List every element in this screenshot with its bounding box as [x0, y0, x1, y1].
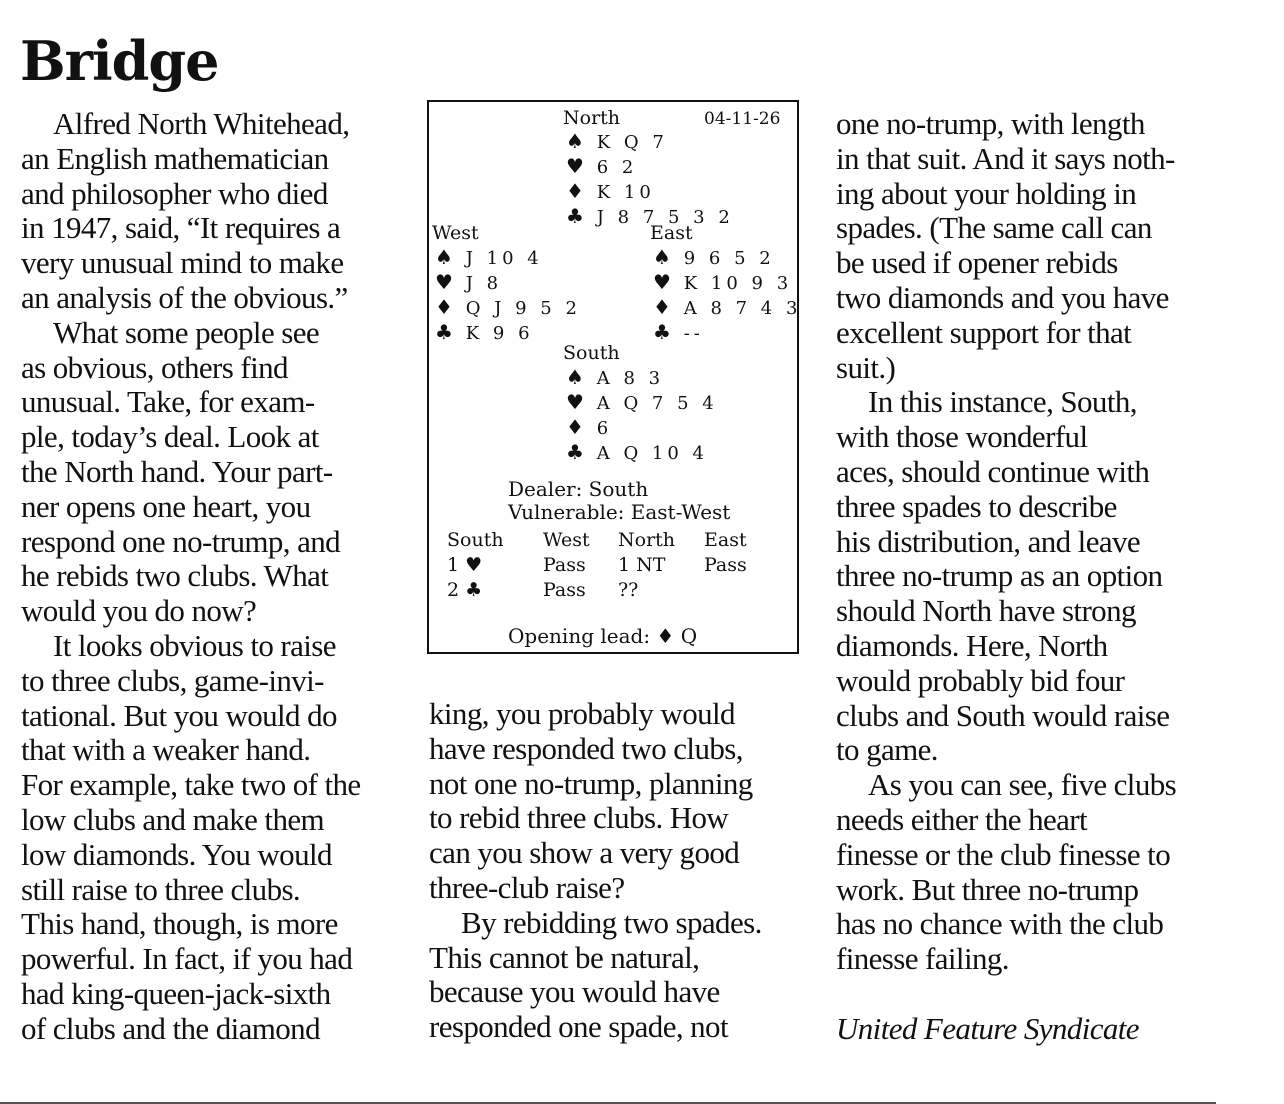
club-suit-icon: ♣ — [566, 204, 584, 228]
west-label: West — [432, 222, 479, 244]
dealer-info: Dealer: South — [508, 477, 649, 501]
article-line: This hand, though, is more — [21, 906, 338, 942]
deal-diagram — [427, 100, 802, 654]
west-hearts-row — [432, 270, 502, 295]
article-line: spades. (The same call can — [836, 210, 1152, 246]
bidding-header: South — [447, 529, 504, 551]
article-line: What some people see — [53, 314, 320, 350]
east-diamonds-row — [650, 295, 801, 320]
south-label: South — [563, 342, 620, 364]
south-hearts-row — [563, 390, 718, 415]
west-diamonds-row — [432, 295, 581, 320]
opening-lead: Opening lead: ♦ Q — [508, 624, 698, 648]
spade-suit-icon: ♠ — [435, 245, 453, 269]
article-line: he rebids two clubs. What — [21, 558, 329, 594]
north-spades-row — [563, 129, 668, 154]
east-clubs-row — [650, 320, 704, 345]
article-line: needs either the heart — [836, 801, 1088, 837]
article-line: has no chance with the club — [836, 906, 1164, 942]
article-column-1 — [21, 107, 401, 1047]
article-line: powerful. In fact, if you had — [21, 941, 353, 977]
article-line: three-club raise? — [429, 869, 625, 905]
diamond-suit-icon: ♦ — [566, 179, 584, 203]
north-label: North — [563, 107, 621, 129]
article-line: be used if opener rebids — [836, 245, 1118, 281]
article-line: would probably bid four — [836, 662, 1125, 698]
south-clubs-row — [563, 440, 708, 465]
west-diamonds-cards: Q J 9 5 2 — [456, 298, 581, 319]
article-line: low diamonds. You would — [21, 836, 332, 872]
article-line: In this instance, South, — [868, 384, 1137, 420]
west-spades-row — [432, 245, 543, 270]
article-line: tational. But you would do — [21, 697, 337, 733]
syndicate-credit: United Feature Syndicate — [836, 1010, 1139, 1046]
spade-suit-icon: ♠ — [566, 129, 584, 153]
article-line: to rebid three clubs. How — [429, 800, 729, 836]
article-line: can you show a very good — [429, 835, 740, 871]
article-line: very unusual mind to make — [21, 245, 344, 281]
article-line: suit.) — [836, 349, 896, 385]
north-diamonds-cards: K 10 — [587, 182, 655, 203]
article-line: ing about your holding in — [836, 175, 1137, 211]
bid-cell: Pass — [543, 579, 586, 601]
article-line: responded one spade, not — [429, 1009, 728, 1045]
spade-suit-icon: ♠ — [653, 245, 671, 269]
article-line: king, you probably would — [429, 696, 735, 731]
article-line: an analysis of the obvious.” — [21, 279, 348, 315]
article-line: Alfred North Whitehead, — [53, 106, 350, 141]
bid-cell: 1 ♥ — [447, 554, 483, 576]
article-line: ner opens one heart, you — [21, 488, 311, 524]
article-line: one no-trump, with length — [836, 106, 1145, 141]
article-line: work. But three no-trump — [836, 871, 1139, 907]
article-line: unusual. Take, for exam- — [21, 384, 315, 420]
article-line: This cannot be natural, — [429, 939, 700, 975]
bidding-header: North — [618, 529, 676, 551]
article-line: as obvious, others find — [21, 349, 288, 385]
west-hearts-cards: J 8 — [456, 273, 503, 294]
article-line: ple, today’s deal. Look at — [21, 419, 319, 455]
bid-cell: ?? — [618, 579, 639, 601]
article-line: in 1947, said, “It requires a — [21, 210, 341, 246]
club-suit-icon: ♣ — [435, 320, 453, 344]
article-line: still raise to three clubs. — [21, 871, 301, 907]
article-line: the North hand. Your part- — [21, 453, 333, 489]
article-line: to game. — [836, 732, 938, 768]
north-clubs-row — [563, 204, 734, 229]
east-hearts-row — [650, 270, 792, 295]
bid-cell: Pass — [704, 554, 747, 576]
south-hearts-cards: A Q 7 5 4 — [587, 393, 718, 414]
heart-suit-icon: ♥ — [566, 154, 584, 178]
heart-suit-icon: ♥ — [435, 270, 453, 294]
club-suit-icon: ♣ — [653, 320, 671, 344]
north-hearts-row — [563, 154, 637, 179]
bid-cell: 1 NT — [618, 554, 666, 576]
date-code: 04-11-26 — [704, 109, 781, 129]
north-clubs-cards: J 8 7 5 3 2 — [587, 207, 734, 228]
bidding-header: East — [704, 529, 747, 551]
article-line: excellent support for that — [836, 314, 1132, 350]
article-line: low clubs and make them — [21, 801, 325, 837]
south-diamonds-row — [563, 415, 612, 440]
article-line: in that suit. And it says noth- — [836, 140, 1175, 176]
article-line: For example, take two of the — [21, 767, 361, 803]
bid-cell: Pass — [543, 554, 586, 576]
article-line: had king-queen-jack-sixth — [21, 975, 331, 1011]
article-line: finesse failing. — [836, 941, 1009, 977]
north-spades-cards: K Q 7 — [587, 132, 668, 153]
article-line: not one no-trump, planning — [429, 765, 753, 801]
east-hearts-cards: K 10 9 3 — [674, 273, 793, 294]
article-line: with those wonderful — [836, 419, 1088, 455]
heart-suit-icon: ♥ — [566, 390, 584, 414]
article-line: three spades to describe — [836, 488, 1117, 524]
east-spades-row — [650, 245, 775, 270]
page-title: Bridge — [20, 29, 219, 93]
bid-cell: 2 ♣ — [447, 579, 483, 601]
article-line: an English mathematician — [21, 140, 329, 176]
article-line: and philosopher who died — [21, 175, 328, 211]
west-clubs-cards: K 9 6 — [456, 323, 534, 344]
article-line: his distribution, and leave — [836, 523, 1141, 559]
north-hearts-cards: 6 2 — [587, 157, 638, 178]
article-line: finesse or the club finesse to — [836, 836, 1171, 872]
article-line: of clubs and the diamond — [21, 1010, 320, 1046]
east-clubs-cards: -- — [674, 323, 704, 344]
east-spades-cards: 9 6 5 2 — [674, 248, 775, 269]
south-spades-row — [563, 365, 664, 390]
article-column-2 — [429, 697, 809, 1045]
article-line: should North have strong — [836, 593, 1136, 629]
club-suit-icon: ♣ — [566, 440, 584, 464]
diamond-suit-icon: ♦ — [566, 415, 584, 439]
west-spades-cards: J 10 4 — [456, 248, 543, 269]
article-line: By rebidding two spades. — [461, 904, 762, 940]
article-line: three no-trump as an option — [836, 558, 1163, 594]
article-line: have responded two clubs, — [429, 730, 743, 766]
east-diamonds-cards: A 8 7 4 3 — [674, 298, 802, 319]
article-column-3 — [836, 107, 1216, 1047]
article-line: As you can see, five clubs — [868, 767, 1177, 803]
south-clubs-cards: A Q 10 4 — [587, 443, 708, 464]
article-line: It looks obvious to raise — [53, 627, 336, 663]
diamond-suit-icon: ♦ — [435, 295, 453, 319]
west-clubs-row — [432, 320, 534, 345]
article-line: diamonds. Here, North — [836, 627, 1108, 663]
article-line: aces, should continue with — [836, 453, 1150, 489]
article-line — [836, 977, 1216, 1012]
south-spades-cards: A 8 3 — [587, 368, 665, 389]
spade-suit-icon: ♠ — [566, 365, 584, 389]
diamond-suit-icon: ♦ — [653, 295, 671, 319]
bidding-header: West — [543, 529, 590, 551]
east-label: East — [650, 222, 693, 244]
article-line: clubs and South would raise — [836, 697, 1170, 733]
article-line: because you would have — [429, 974, 720, 1010]
south-diamonds-cards: 6 — [587, 418, 613, 439]
article-line: respond one no-trump, and — [21, 523, 341, 559]
article-line: would you do now? — [21, 593, 257, 629]
vulnerable-info: Vulnerable: East-West — [508, 500, 731, 524]
heart-suit-icon: ♥ — [653, 270, 671, 294]
article-line: two diamonds and you have — [836, 279, 1169, 315]
article-line: that with a weaker hand. — [21, 732, 311, 768]
article-line: to three clubs, game-invi- — [21, 662, 324, 698]
north-diamonds-row — [563, 179, 655, 204]
